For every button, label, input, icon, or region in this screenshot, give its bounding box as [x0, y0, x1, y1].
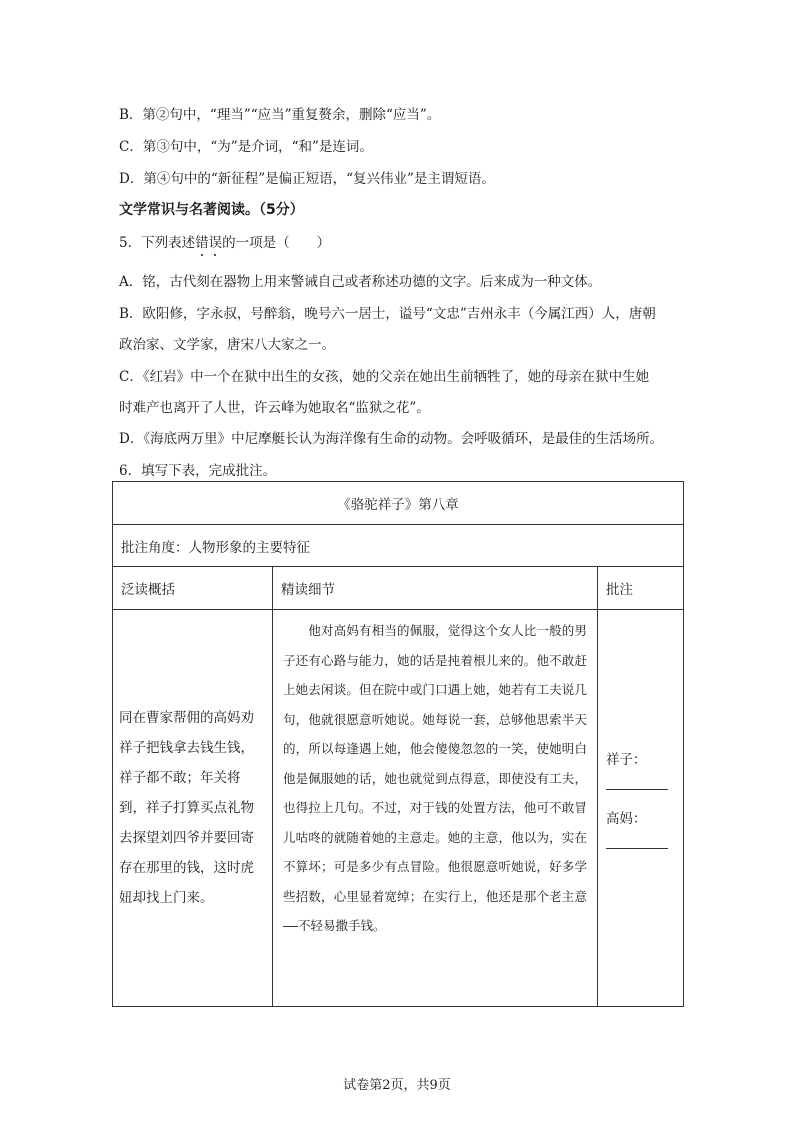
option-c: C．第③句中，“为”是介词，“和”是连词。 [119, 139, 373, 155]
detail-cell: 他对高妈有相当的佩服，觉得这个女人比一般的男子还有心路与能力，她的话是扽着根儿来的。他不敢赶上她去闲谈。但在院中或门口遇上她，她若有工夫说几句，他就很愿意听她说。她每说一套，总够他思索半天的，所以每逢遇上她，他会傻傻忽忽的一笑，使她明白他是佩服她的话，她也就觉到点得意，即使没有工夫，也得拉上几句。不过，对于钱的处置方法，他可不敢冒儿咕咚的就随着她的主意走。她的主意，他以为，实在不算坏；可是多少有点冒险。他很愿意听她说，好多学些招数，心里显着宽绰；在实行上，他还是那个老主意——不轻易撒手钱。 [273, 610, 598, 1007]
note-gaoma-blank[interactable] [606, 830, 668, 849]
q5-option-c-line1: C．《红岩》中一个在狱中出生的女孩，她的父亲在她出生前牺牲了，她的母亲在狱中生她 [119, 369, 650, 385]
q5-option-a: A．铭，古代刻在器物上用来警诫自己或者称述功德的文字。后来成为一种文体。 [119, 274, 602, 290]
note-xiangzi-blank[interactable] [606, 771, 668, 790]
page-footer: 试卷第2页，共9页 [343, 1078, 451, 1093]
header-summary: 泛读概括 [113, 567, 273, 610]
question-6-stem: 6．填写下表，完成批注。 [119, 463, 277, 479]
option-b: B．第②句中，“理当”“应当”重复赘余，删除“应当”。 [119, 107, 441, 123]
annotation-table [112, 481, 684, 1007]
note-xiangzi-label: 祥子： [606, 752, 647, 768]
q5-option-c-line2: 时难产也离开了人世，许云峰为她取名“监狱之花”。 [119, 400, 430, 416]
question-5-stem-before: 5．下列表述 [119, 235, 196, 251]
annotation-angle: 批注角度：人物形象的主要特征 [113, 525, 684, 567]
question-5-stem [119, 231, 330, 251]
summary-cell: 同在曹家帮佣的高妈劝祥子把钱拿去钱生钱，祥子都不敢；年关将到，祥子打算买点礼物去探望刘四爷并要回寄存在那里的钱，这时虎妞却找上门来。 [113, 610, 273, 1007]
note-cell [598, 610, 684, 1007]
section-title: 文学常识与名著阅读。（5分） [119, 202, 304, 218]
table-title: 《骆驼祥子》第八章 [113, 482, 684, 525]
emphasis-char-wu: 误 [208, 235, 223, 251]
q5-option-d: D．《海底两万里》中尼摩艇长认为海洋像有生命的动物。会呼吸循环，是最佳的生活场所。 [119, 431, 664, 447]
emphasis-char-cuo: 错 [195, 235, 209, 251]
option-d: D．第④句中的“新征程”是偏正短语，“复兴伟业”是主谓短语。 [119, 171, 495, 187]
q5-option-b-line2: 政治家、文学家，唐宋八大家之一。 [119, 337, 335, 353]
question-5-stem-after: 的一项是（ ） [222, 235, 331, 251]
note-gaoma-label: 高妈： [606, 811, 647, 827]
q5-option-b-line1: B．欧阳修，字永叔，号醉翁，晚号六一居士，谥号“文忠”吉州永丰（今属江西）人，唐朝 [119, 306, 656, 322]
header-note: 批注 [598, 567, 684, 610]
header-detail: 精读细节 [273, 567, 598, 610]
